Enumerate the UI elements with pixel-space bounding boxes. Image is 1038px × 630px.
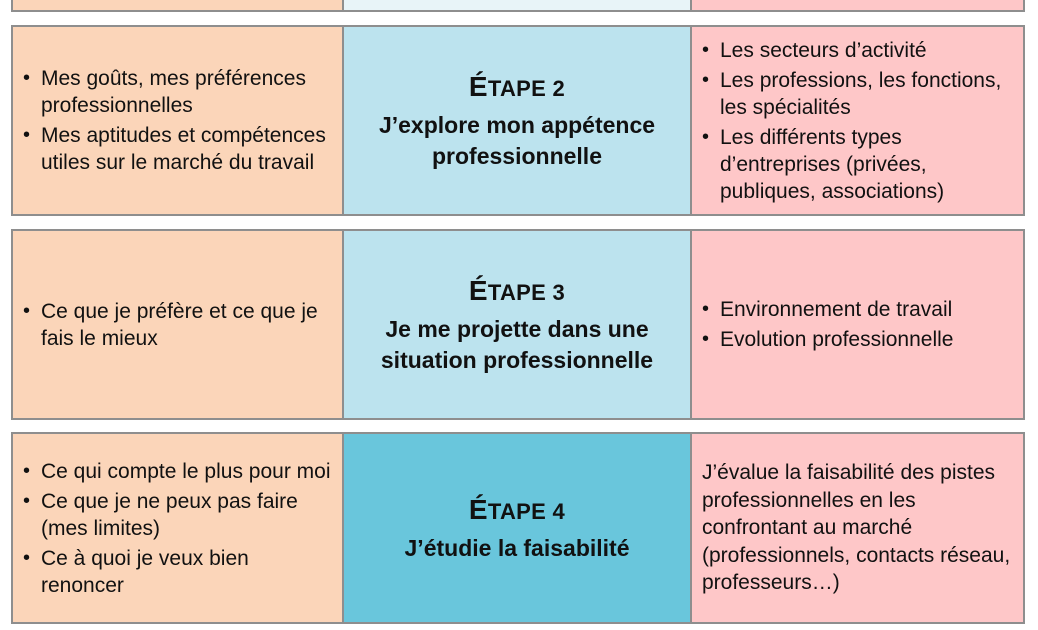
feasibility-text: J’évalue la faisabilité des pistes professionnelles en les confrontant au marché (professionnels, contacts réseau, professeurs…) bbox=[702, 461, 1011, 595]
explore-list bbox=[700, 293, 953, 356]
list-item: • Mes aptitudes et compétences utiles sur le marché du travail bbox=[21, 122, 332, 176]
needs-cell bbox=[11, 432, 344, 624]
needs-cell bbox=[11, 25, 344, 216]
list-item: • Environnement de travail bbox=[700, 296, 953, 323]
partial-right-cell bbox=[692, 0, 1025, 12]
feasibility-cell bbox=[692, 432, 1025, 624]
step-title: Je me projette dans une situation professionnelle bbox=[380, 315, 654, 373]
list-item: • Evolution professionnelle bbox=[700, 326, 953, 353]
needs-list bbox=[21, 455, 332, 602]
needs-list bbox=[21, 62, 332, 179]
step-title: J’étudie la faisabilité bbox=[404, 534, 630, 561]
explore-cell bbox=[692, 229, 1025, 420]
step-cell bbox=[344, 25, 692, 216]
step-heading: ÉTAPE 4 bbox=[468, 493, 566, 525]
step-row-3 bbox=[11, 229, 1025, 420]
list-item: • Les professions, les fonctions, les spécialités bbox=[700, 67, 1013, 121]
partial-top-row bbox=[11, 0, 1025, 12]
step-row-4 bbox=[11, 432, 1025, 624]
list-item: • Mes goûts, mes préférences professionnelles bbox=[21, 65, 332, 119]
step-title: J’explore mon appétence professionnelle bbox=[378, 111, 656, 169]
list-item: • Les secteurs d’activité bbox=[700, 37, 1013, 64]
step-heading: ÉTAPE 2 bbox=[468, 70, 566, 102]
explore-list bbox=[700, 34, 1013, 208]
list-item: • Les différents types d’entreprises (privées, publiques, associations) bbox=[700, 124, 1013, 205]
partial-left-cell bbox=[11, 0, 344, 12]
step-heading: ÉTAPE 3 bbox=[468, 274, 566, 306]
list-item: • Ce qui compte le plus pour moi bbox=[21, 458, 332, 485]
list-item: • Ce que je préfère et ce que je fais le mieux bbox=[21, 298, 332, 352]
step-row-2 bbox=[11, 25, 1025, 216]
list-item: • Ce à quoi je veux bien renoncer bbox=[21, 545, 332, 599]
partial-mid-cell bbox=[344, 0, 692, 12]
explore-cell bbox=[692, 25, 1025, 216]
needs-cell bbox=[11, 229, 344, 420]
step-cell bbox=[344, 432, 692, 624]
step-cell bbox=[344, 229, 692, 420]
needs-list bbox=[21, 295, 332, 355]
list-item: • Ce que je ne peux pas faire (mes limites) bbox=[21, 488, 332, 542]
